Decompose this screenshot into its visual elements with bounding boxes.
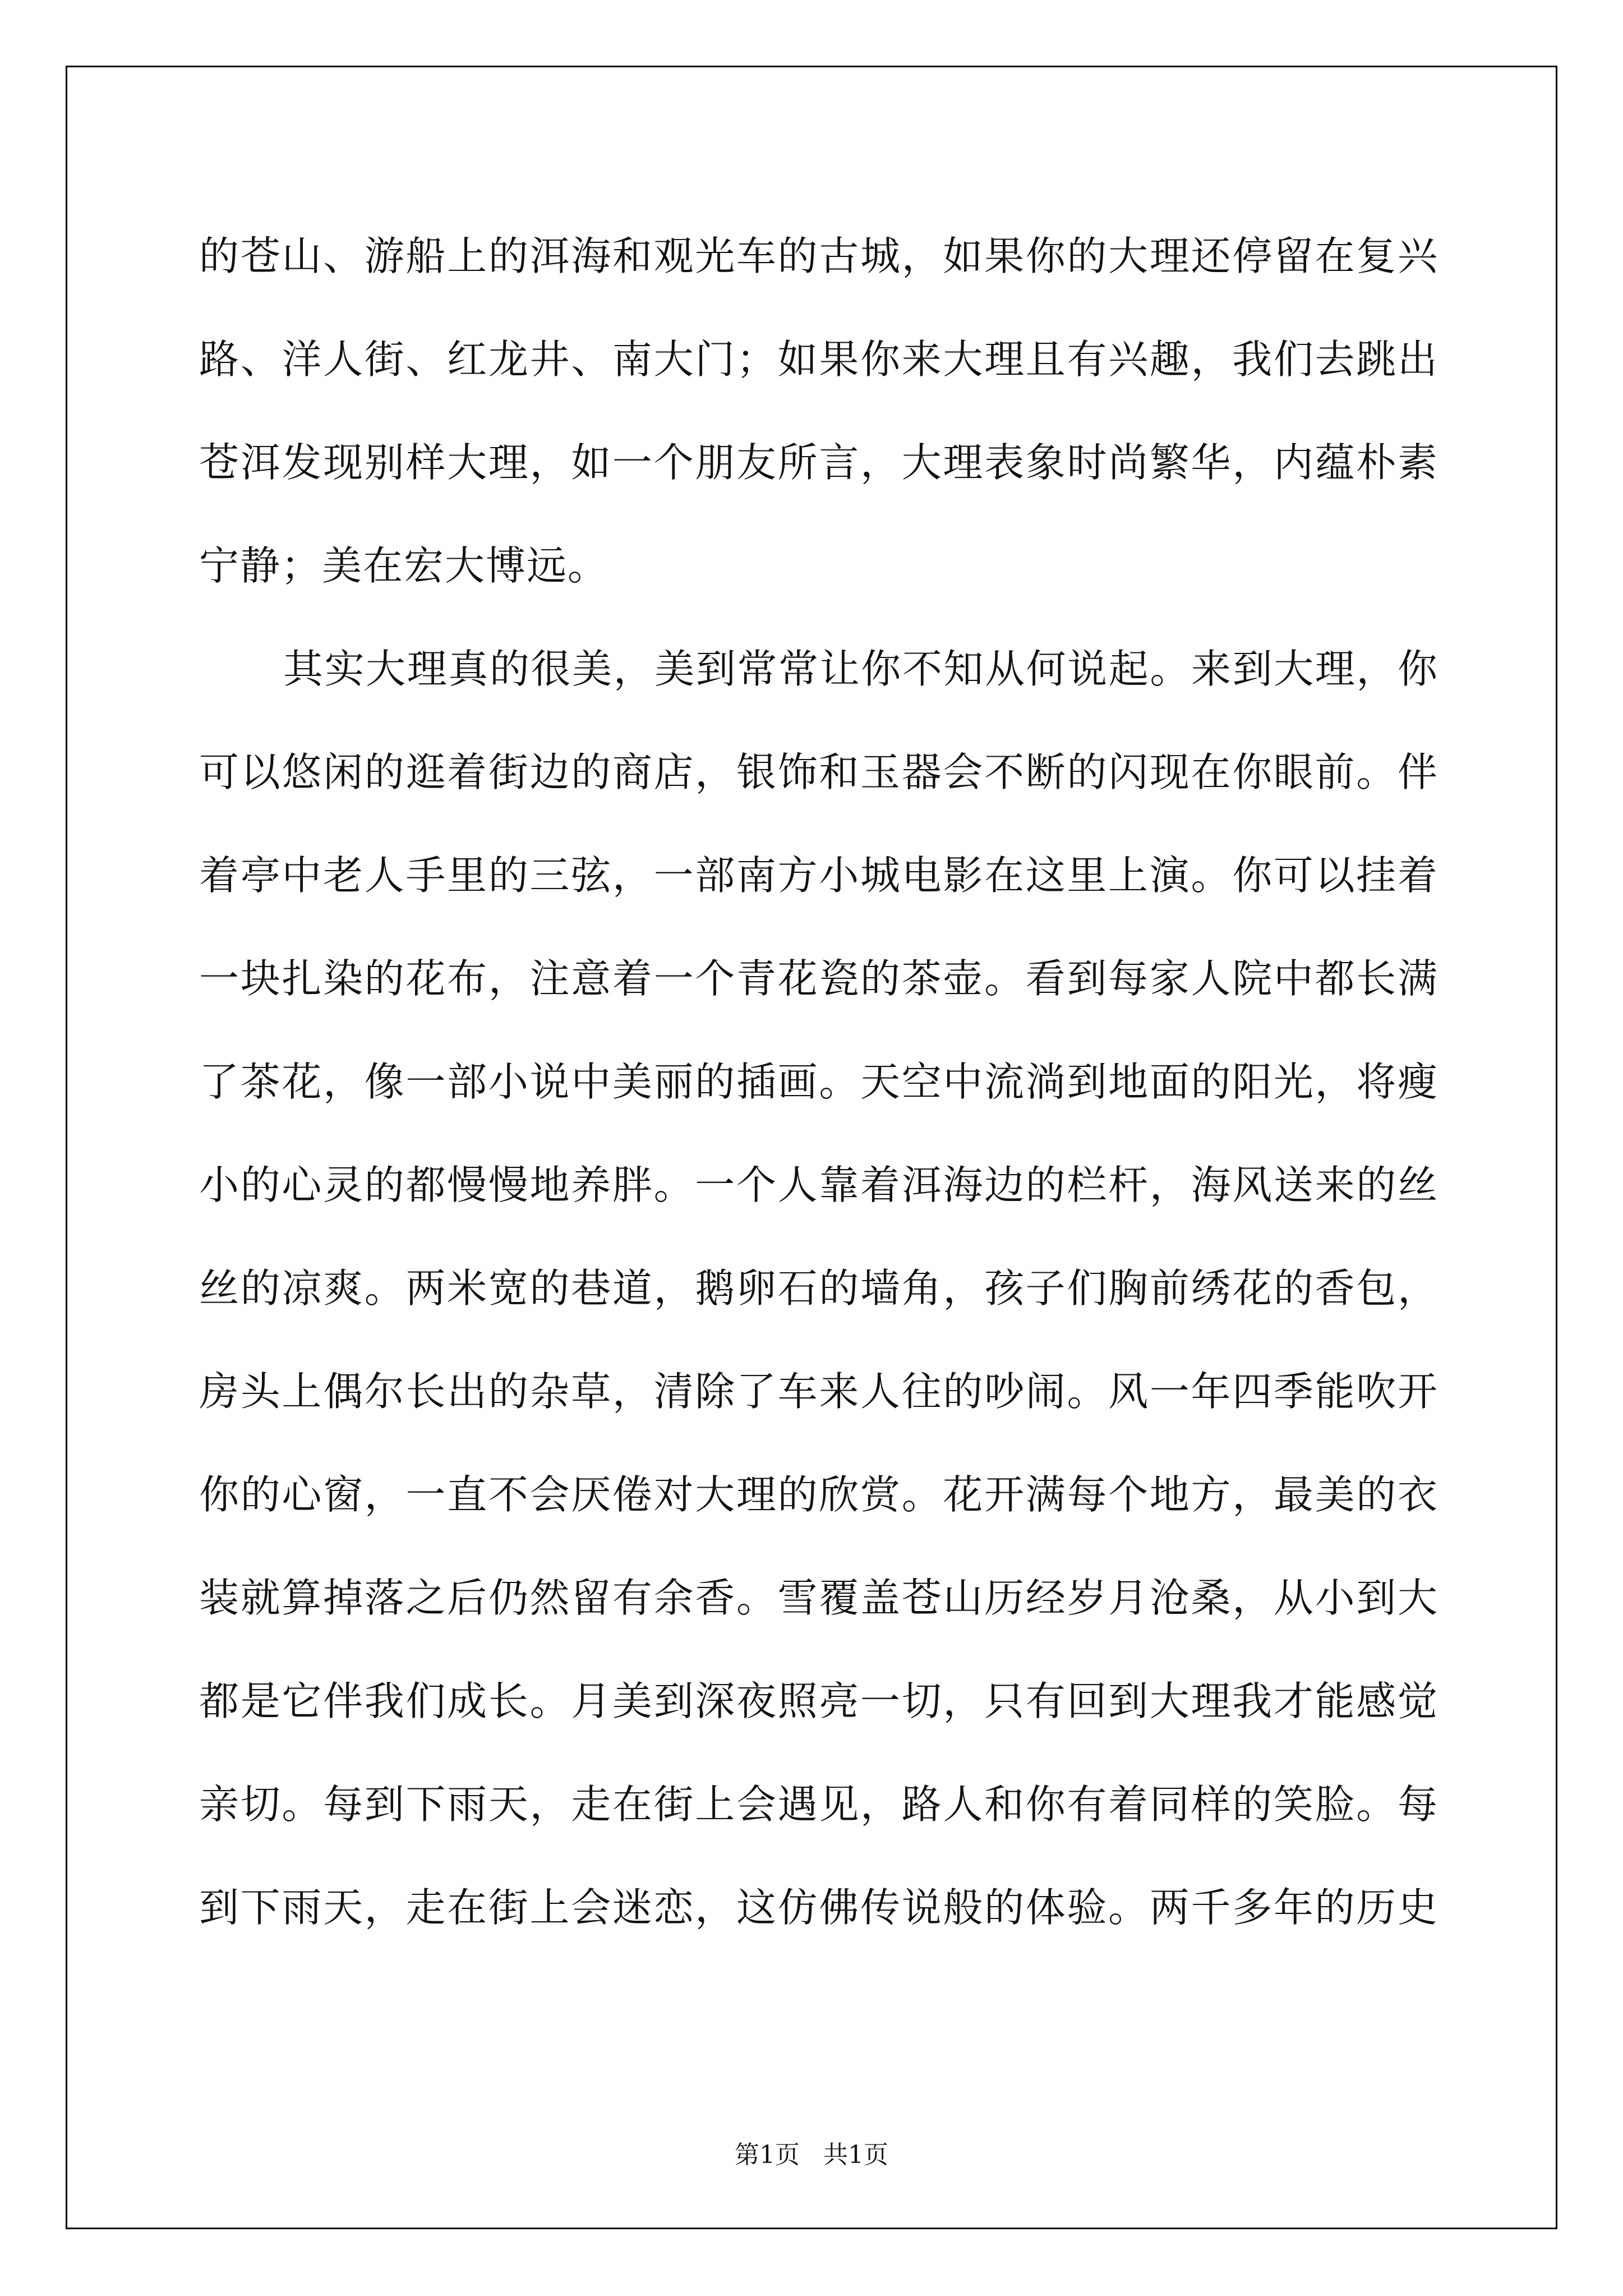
text-line: 亲切。每到下雨天，走在街上会遇见，路人和你有着同样的笑脸。每 xyxy=(199,1781,1438,1828)
text-line: 装就算掉落之后仍然留有余香。雪覆盖苍山历经岁月沧桑，从小到大 xyxy=(199,1575,1438,1621)
text-line: 其实大理真的很美，美到常常让你不知从何说起。来到大理，你 xyxy=(283,646,1438,692)
text-line: 路、洋人街、红龙井、南大门；如果你来大理且有兴趣，我们去跳出 xyxy=(199,336,1438,383)
text-line: 的苍山、游船上的洱海和观光车的古城，如果你的大理还停留在复兴 xyxy=(199,233,1438,279)
text-line: 丝的凉爽。两米宽的巷道，鹅卵石的墙角，孩子们胸前绣花的香包， xyxy=(199,1265,1438,1312)
text-line: 小的心灵的都慢慢地养胖。一个人靠着洱海边的栏杆，海风送来的丝 xyxy=(199,1162,1438,1208)
page-footer xyxy=(0,2134,1623,2170)
document-body xyxy=(199,205,1438,1959)
text-line: 可以悠闲的逛着街边的商店，银饰和玉器会不断的闪现在你眼前。伴 xyxy=(199,749,1438,795)
text-line: 着亭中老人手里的三弦，一部南方小城电影在这里上演。你可以挂着 xyxy=(199,852,1438,899)
text-line: 苍洱发现别样大理，如一个朋友所言，大理表象时尚繁华，内蕴朴素 xyxy=(199,439,1438,486)
text-line: 宁静；美在宏大博远。 xyxy=(199,542,609,589)
text-line: 到下雨天，走在街上会迷恋，这仿佛传说般的体验。两千多年的历史 xyxy=(199,1884,1438,1931)
text-line: 都是它伴我们成长。月美到深夜照亮一切，只有回到大理我才能感觉 xyxy=(199,1678,1438,1724)
page-total: 共1页 xyxy=(823,2141,888,2169)
text-line: 房头上偶尔长出的杂草，清除了车来人往的吵闹。风一年四季能吹开 xyxy=(199,1368,1438,1415)
text-line: 一块扎染的花布，注意着一个青花瓷的茶壶。看到每家人院中都长满 xyxy=(199,955,1438,1002)
text-line: 了茶花，像一部小说中美丽的插画。天空中流淌到地面的阳光，将瘦 xyxy=(199,1059,1438,1105)
text-line: 你的心窗，一直不会厌倦对大理的欣赏。花开满每个地方，最美的衣 xyxy=(199,1471,1438,1518)
page-number: 第1页 xyxy=(735,2141,800,2169)
